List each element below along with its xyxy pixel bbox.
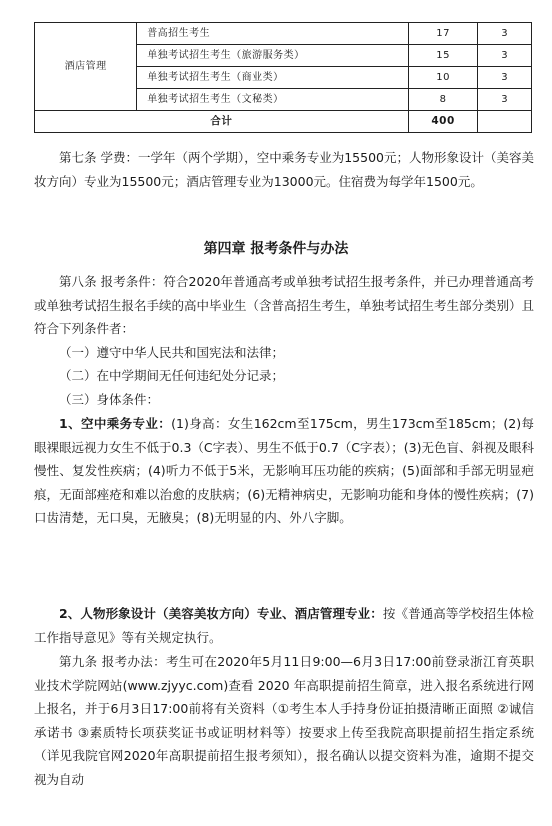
category-cell: 单独考试招生考生（商业类） — [137, 67, 409, 89]
category-cell: 单独考试招生考生（文秘类） — [137, 89, 409, 111]
condition-1: （一）遵守中华人民共和国宪法和法律； — [59, 345, 285, 360]
major-cell: 酒店管理 — [35, 23, 137, 111]
category-cell: 普高招生考生 — [137, 23, 409, 45]
design-heading: 2、人物形象设计（美容美妆方向）专业、酒店管理专业： — [59, 606, 383, 621]
classes-cell: 3 — [478, 45, 532, 67]
table-row — [35, 23, 532, 45]
table-total-row — [35, 111, 532, 133]
aviation-text: (1)身高：女生162cm至175cm，男生173cm至185cm；(2)每眼裸眼远视力女生不低于0.3（C字表）、男生不低于0.7（C字表）；(3)无色盲、斜视及眼科慢性、复发性疾病；(4)听力不低于5米，无影响耳压功能的疾病；(5)面部和手部无明显疤痕，无面部痤疮和难以治愈的皮肤病；(6)无精神病史，无影响功能和身体的慢性疾病；(7)口齿清楚，无口臭，无腋臭；(8)无明显的内、外八字脚。 — [34, 416, 534, 526]
count-cell: 10 — [408, 67, 478, 89]
classes-cell: 3 — [478, 67, 532, 89]
condition-3: （三）身体条件： — [59, 392, 160, 407]
article-9-registration: 第九条 报考办法：考生可在2020年5月11日9:00—6月3日17:00前登录浙江育英职业技术学院网站(www.zjyyc.com)查看 2020 年高职提前招生简章，进入报名系统进行网上报名，并于6月3日17:00前将有关资料（①考生本人手持身份证拍摄清晰正面照 ②诚信承诺书 ③素质特长项获奖证书或证明材料等）按要求上传至我院高职提前招生指定系统（详见我院官网2020年高职提前招生报考须知），报名确认以提交资料为准，逾期不提交视为自动 — [34, 654, 534, 787]
count-cell: 15 — [408, 45, 478, 67]
total-label: 合计 — [35, 111, 409, 133]
classes-cell: 3 — [478, 89, 532, 111]
total-value: 400 — [408, 111, 478, 133]
total-empty-cell — [478, 111, 532, 133]
enrollment-table — [34, 22, 532, 133]
article-7-tuition: 第七条 学费：一学年（两个学期），空中乘务专业为15500元；人物形象设计（美容美妆方向）专业为15500元；酒店管理专业为13000元。住宿费为每学年1500元。 — [34, 150, 534, 189]
condition-2: （二）在中学期间无任何违纪处分记录； — [59, 368, 285, 383]
aviation-heading: 1、空中乘务专业： — [59, 416, 172, 431]
design-text: 按《普通高等学校招生体检工作指导意见》等有关规定执行。 — [34, 606, 534, 645]
article-8-conditions: 第八条 报考条件：符合2020年普通高考或单独考试招生报考条件，并已办理普通高考或单独考试招生报名手续的高中毕业生（含普高招生考生，单独考试招生考生部分类别）且符合下列条件者： — [34, 274, 535, 337]
chapter-4-title: 第四章 报考条件与办法 — [203, 241, 349, 257]
category-cell: 单独考试招生考生（旅游服务类） — [137, 45, 409, 67]
count-cell: 8 — [408, 89, 478, 111]
classes-cell: 3 — [478, 23, 532, 45]
design-hotel-physical-requirements — [34, 602, 534, 649]
count-cell: 17 — [408, 23, 478, 45]
aviation-physical-requirements — [34, 412, 534, 530]
